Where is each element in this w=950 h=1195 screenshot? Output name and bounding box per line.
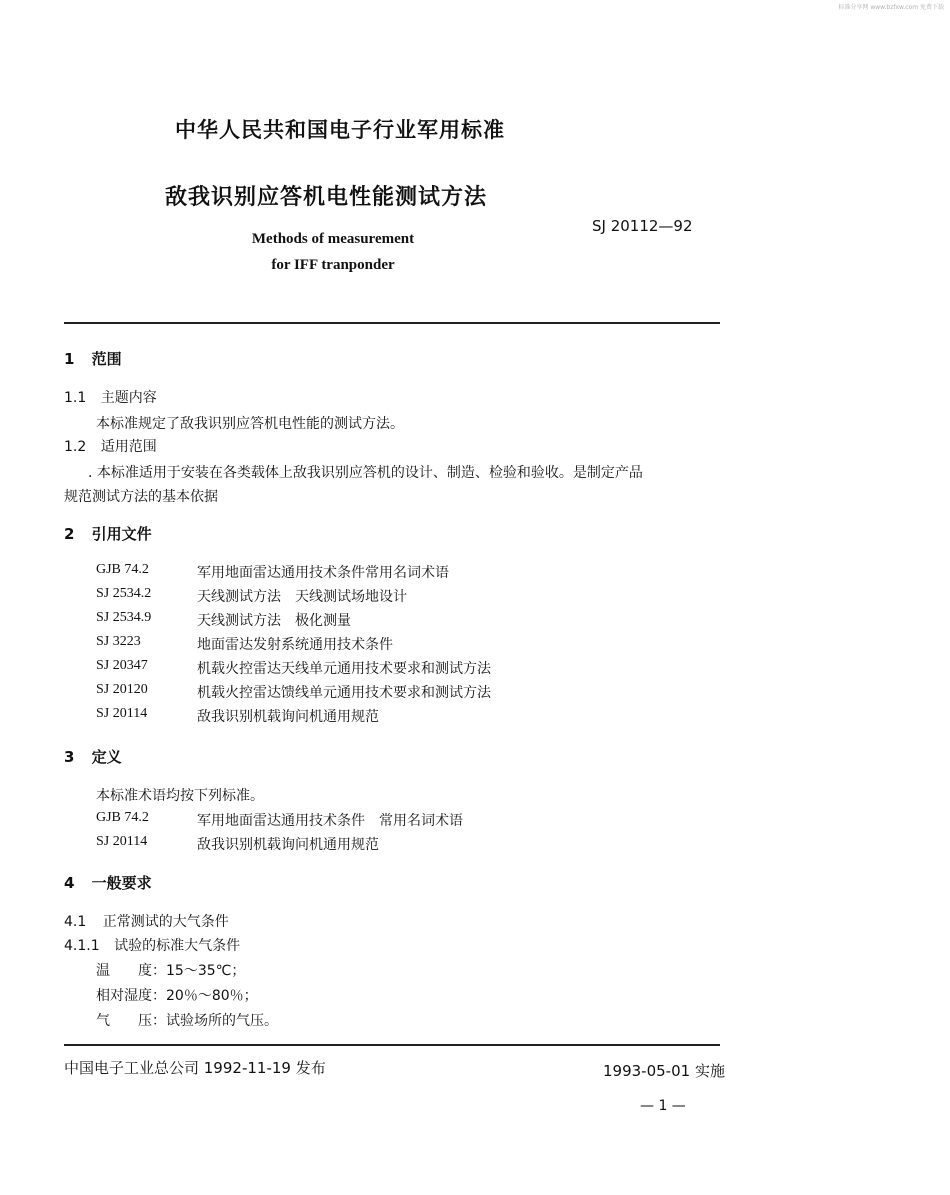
subsection-title: 试验的标准大气条件 [114, 938, 241, 954]
reference-title: 天线测试方法 天线测试场地设计 [197, 589, 407, 605]
document-title: 敌我识别应答机电性能测试方法 [165, 184, 488, 210]
section-4-heading [64, 872, 152, 893]
section-3-intro: 本标准术语均按下列标准。 [96, 788, 264, 804]
section-3-heading [64, 746, 122, 767]
header-divider [64, 322, 720, 324]
condition-label: 温 度 [96, 963, 152, 979]
reference-code: SJ 3223 [96, 634, 141, 649]
condition-value: ：15～35℃； [152, 963, 246, 979]
standard-code: SJ 20112—92 [592, 217, 693, 235]
subsection-1-1-heading [64, 387, 157, 407]
reference-code: SJ 20114 [96, 706, 148, 721]
reference-code: SJ 2534.2 [96, 586, 152, 601]
section-title: 定义 [91, 748, 122, 766]
subsection-number: 1.1 [64, 390, 87, 406]
reference-title: 天线测试方法 极化测量 [197, 613, 351, 629]
section-title: 一般要求 [91, 874, 152, 892]
condition-value: ：20％～80％； [152, 988, 258, 1004]
effective-date: 1993-05-01 实施 [603, 1062, 725, 1080]
subsection-title: 正常测试的大气条件 [102, 914, 229, 930]
definition-title: 敌我识别机载询问机通用规范 [197, 837, 379, 853]
reference-title: 机载火控雷达天线单元通用技术要求和测试方法 [197, 661, 491, 677]
subsection-number: 4.1.1 [64, 938, 100, 954]
section-title: 引用文件 [91, 525, 152, 543]
org-title: 中华人民共和国电子行业军用标准 [175, 117, 505, 142]
reference-code: SJ 2534.9 [96, 610, 152, 625]
subsection-1-2-text-line1: . 本标准适用于安装在各类载体上敌我识别应答机的设计、制造、检验和验收。是制定产品 [88, 465, 643, 481]
reference-title: 地面雷达发射系统通用技术条件 [197, 637, 393, 653]
section-2-heading [64, 523, 152, 544]
definition-code: GJB 74.2 [96, 810, 149, 825]
subsection-4-1-1-heading [64, 935, 240, 955]
page-number: — 1 — [640, 1098, 686, 1114]
section-number: 4 [64, 874, 75, 892]
reference-code: SJ 20347 [96, 658, 148, 673]
subsection-title: 适用范围 [100, 439, 157, 455]
condition-label: 气 压 [96, 1013, 152, 1029]
section-1-heading [64, 348, 122, 369]
subsection-4-1-heading [64, 911, 229, 931]
subsection-title: 主题内容 [100, 390, 157, 406]
condition-pressure [96, 1010, 278, 1030]
subsection-number: 4.1 [64, 914, 87, 930]
publisher-line: 中国电子工业总公司 1992-11-19 发布 [64, 1059, 326, 1077]
watermark: 标准分享网 www.bzfxw.com 免费下载 [838, 4, 944, 11]
english-title [183, 226, 483, 278]
subsection-1-1-text: 本标准规定了敌我识别应答机电性能的测试方法。 [96, 416, 404, 432]
reference-title: 军用地面雷达通用技术条件常用名词术语 [197, 565, 449, 581]
section-number: 1 [64, 350, 75, 368]
reference-title: 敌我识别机载询问机通用规范 [197, 709, 379, 725]
condition-label: 相对湿度 [96, 988, 152, 1004]
condition-temperature [96, 960, 245, 980]
section-title: 范围 [91, 350, 122, 368]
reference-title: 机载火控雷达馈线单元通用技术要求和测试方法 [197, 685, 491, 701]
footer-divider [64, 1044, 720, 1046]
section-number: 2 [64, 525, 75, 543]
subsection-1-2-text-line2: 规范测试方法的基本依据 [64, 489, 218, 505]
reference-code: SJ 20120 [96, 682, 148, 697]
definition-title: 军用地面雷达通用技术条件 常用名词术语 [197, 813, 463, 829]
english-title-line2: for IFF tranponder [271, 257, 395, 273]
english-title-line1: Methods of measurement [251, 231, 415, 247]
condition-humidity [96, 985, 258, 1005]
section-number: 3 [64, 748, 75, 766]
subsection-number: 1.2 [64, 439, 87, 455]
definition-code: SJ 20114 [96, 834, 148, 849]
subsection-1-2-heading [64, 436, 157, 456]
reference-code: GJB 74.2 [96, 562, 149, 577]
condition-value: ：试验场所的气压。 [152, 1013, 278, 1029]
